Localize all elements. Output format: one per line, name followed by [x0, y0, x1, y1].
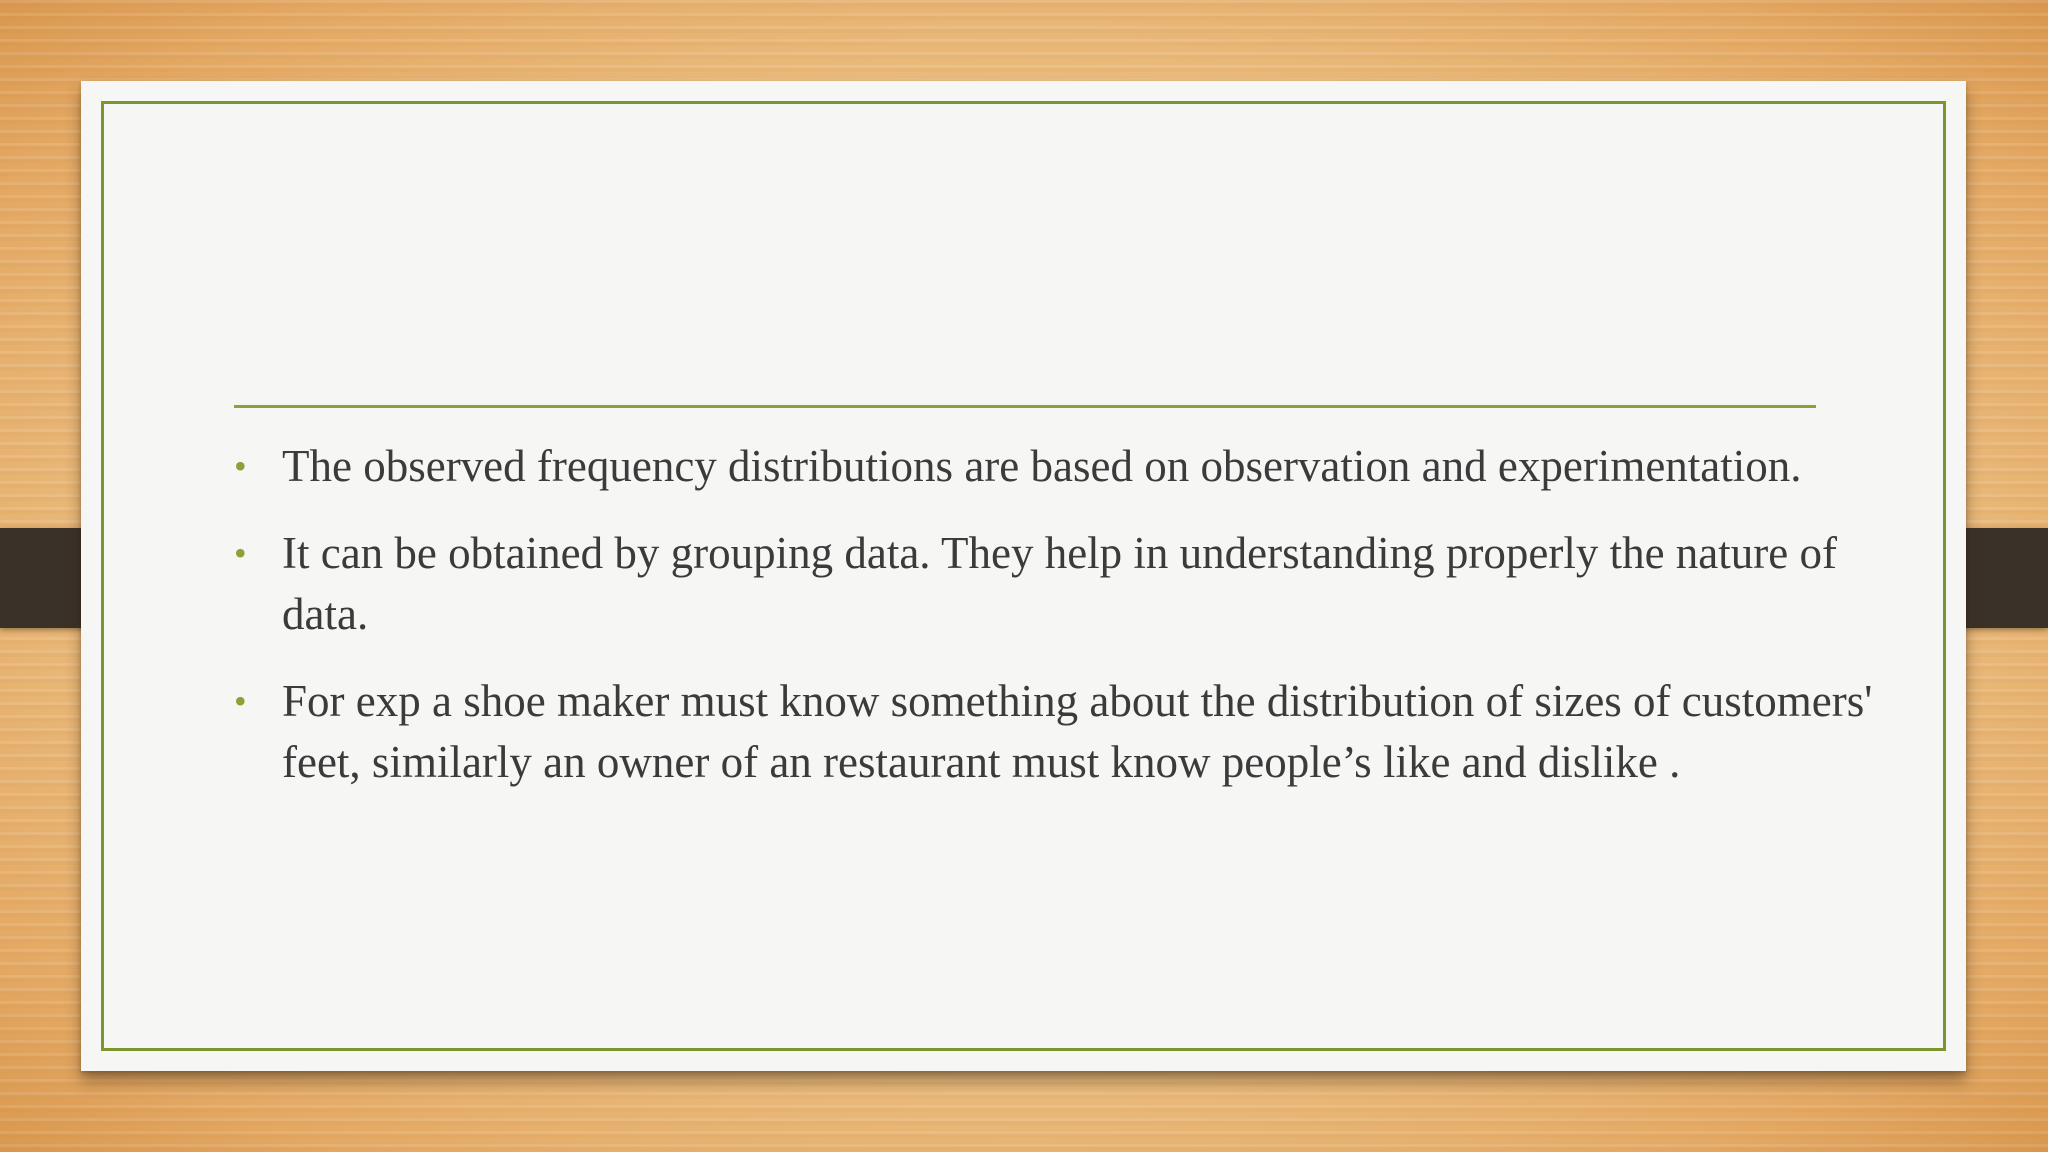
- bullet-text: It can be obtained by grouping data. They help in understanding properly the nature of data.: [282, 528, 1837, 639]
- bullet-dot-icon: •: [234, 446, 247, 486]
- bullet-item: [234, 523, 1874, 645]
- bullet-item: [234, 671, 1874, 793]
- slide-card: [81, 81, 1966, 1071]
- bullet-text: The observed frequency distributions are based on observation and experimentation.: [282, 441, 1802, 491]
- bullet-text: For exp a shoe maker must know something about the distribution of sizes of customers' feet, similarly an owner of an restaurant must know people’s like and dislike .: [282, 676, 1873, 787]
- bullet-dot-icon: •: [234, 681, 247, 721]
- title-divider: [234, 405, 1816, 408]
- bullet-dot-icon: •: [234, 533, 247, 573]
- bullet-item: [234, 436, 1874, 497]
- bullet-list: [234, 436, 1874, 819]
